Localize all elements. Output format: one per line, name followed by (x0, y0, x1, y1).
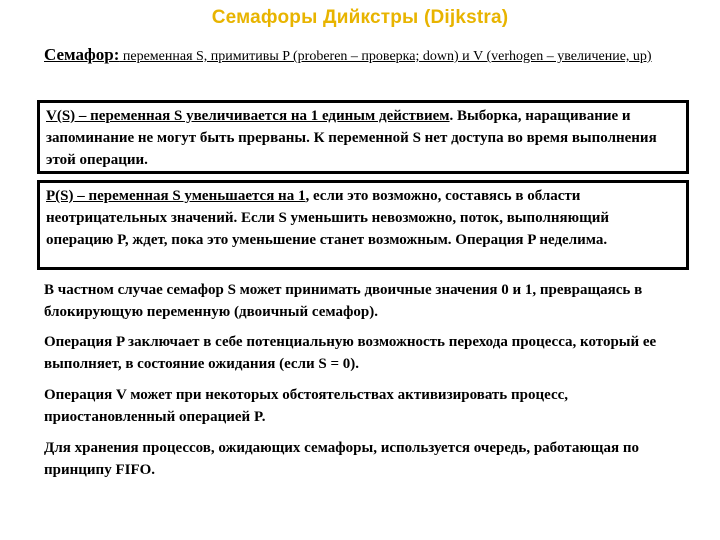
v-activate-paragraph: Операция V может при некоторых обстоятельствах активизировать процесс, приостановленный операцией P. (44, 387, 569, 425)
p-operation-box (37, 180, 689, 270)
semaphore-definition (44, 44, 684, 68)
v-operation-box (37, 100, 689, 174)
p-wait-paragraph: Операция P заключает в себе потенциальную возможность перехода процесса, который ее выполняет, в состояние ожидания (если S = 0). (44, 334, 657, 372)
p-operation-heading: P(S) – переменная S уменьшается на 1 (46, 188, 306, 204)
fifo-queue-paragraph: Для хранения процессов, ожидающих семафоры, используется очередь, работающая по принципу FIFO. (44, 440, 639, 478)
definition-lead: Семафор: (44, 45, 120, 64)
v-operation-heading: V(S) – переменная S увеличивается на 1 единым действием (46, 108, 450, 124)
slide-title: Семафоры Дийкстры (Dijkstra) (211, 7, 509, 28)
binary-semaphore-paragraph: В частном случае семафор S может принимать двоичные значения 0 и 1, превращаясь в блокирующую переменную (двоичный семафор). (44, 282, 643, 320)
definition-text: переменная S, примитивы P (proberen – проверка; down) и V (verhogen – увеличение, up) (119, 49, 652, 64)
p-operation-text: , если это возможно, составясь в области неотрицательных значений. Если S уменьшить невозможно, поток, выполняющий операцию P, ждет, пока это уменьшение станет возможным. Операция P неделима. (46, 188, 610, 248)
v-operation-text: . Выборка, наращивание и запоминание не могут быть прерваны. К переменной S нет доступа во время выполнения этой операции. (46, 108, 657, 168)
